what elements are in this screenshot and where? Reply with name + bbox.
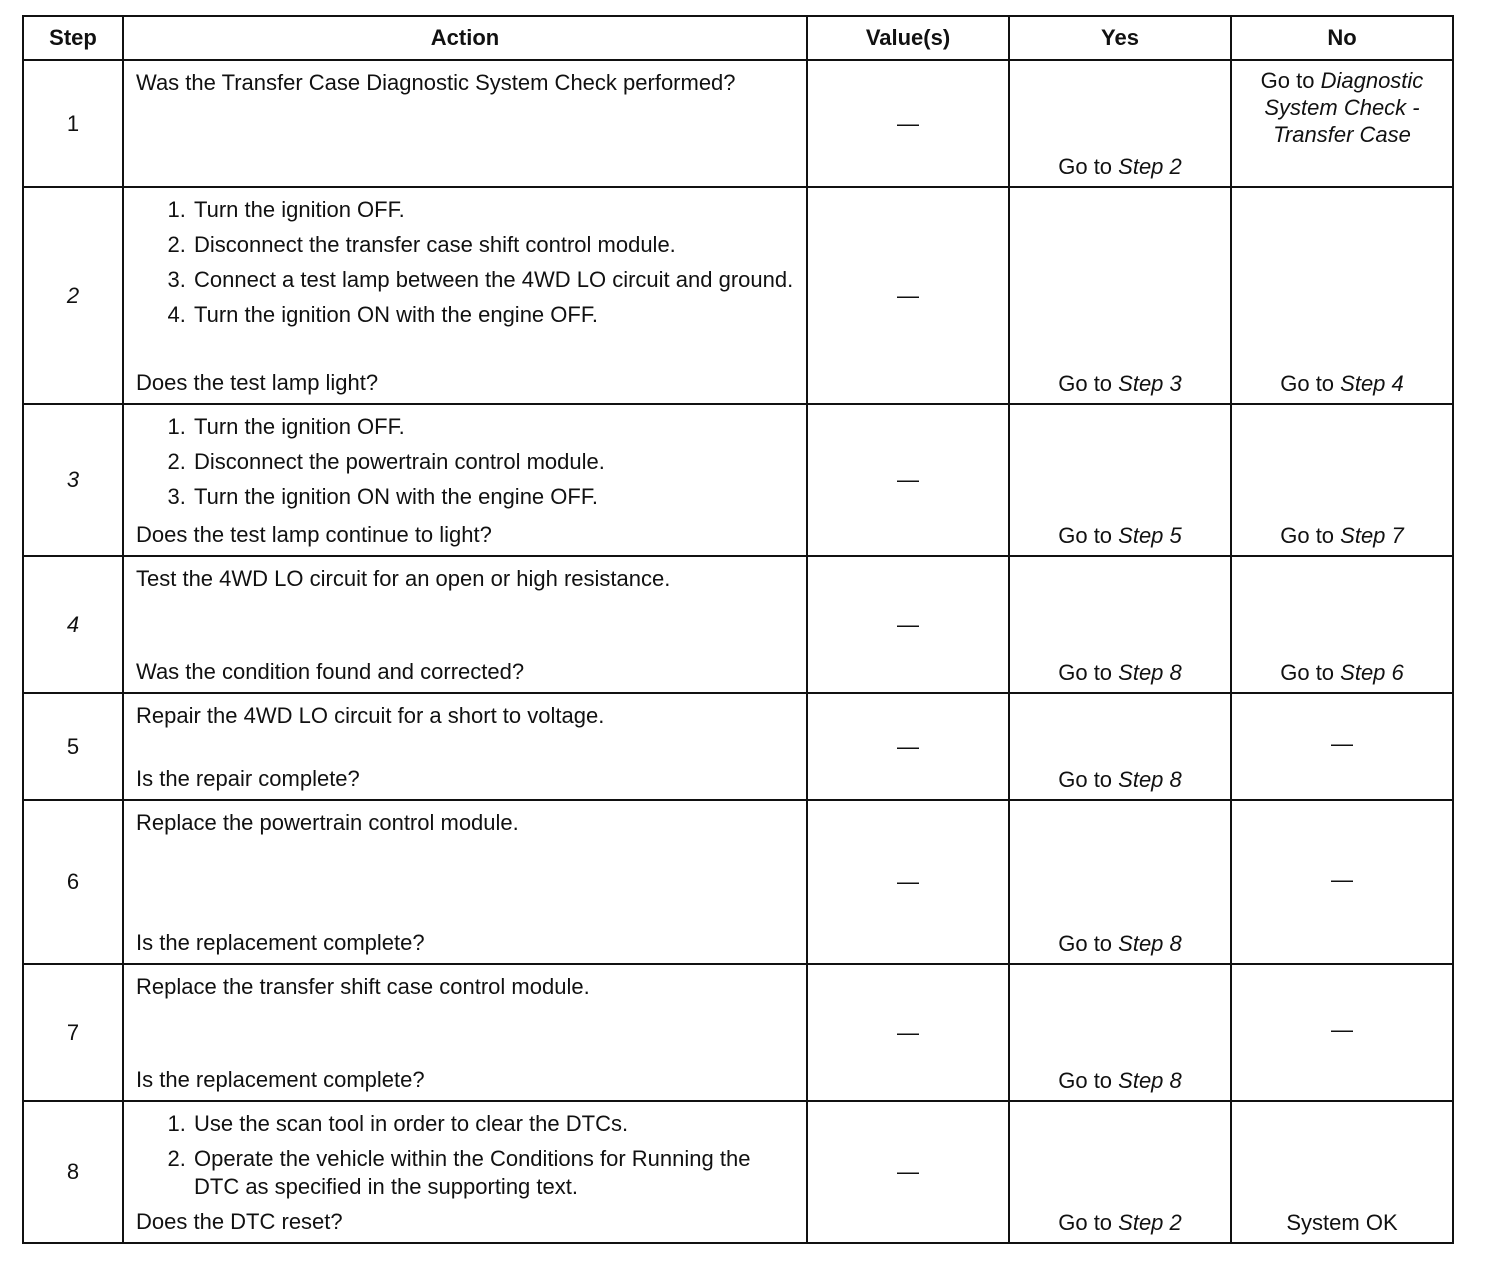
action-steps [136,413,796,511]
goto-prefix: Go to [1260,68,1321,93]
goto-prefix: Go to [1058,660,1119,685]
goto-target: Step 8 [1118,1068,1182,1093]
action-steps [136,196,796,329]
action-text: Test the 4WD LO circuit for an open or high resistance. [136,566,671,591]
header-values: Value(s) [807,16,1009,60]
value-cell: — [807,800,1009,964]
action-cell [123,556,807,693]
goto-link[interactable] [1058,1209,1182,1236]
table-row [23,1101,1453,1243]
goto-prefix: Go to [1058,371,1119,396]
action-question: Does the DTC reset? [136,1209,343,1234]
action-step: 1. Turn the ignition OFF. [192,413,796,441]
yes-cell [1009,60,1231,187]
table-row [23,404,1453,556]
goto-prefix: Go to [1058,154,1119,179]
answer-text: System OK [1286,1210,1398,1235]
goto-target: Step 2 [1118,1210,1182,1235]
action-step: 2. Operate the vehicle within the Conditions for Running the DTC as specified in the supporting text. [192,1145,796,1201]
step-number: 6 [23,800,123,964]
value-cell: — [807,693,1009,800]
goto-link[interactable] [1280,522,1404,549]
action-cell [123,800,807,964]
goto-link[interactable] [1058,766,1182,793]
yes-cell [1009,556,1231,693]
goto-prefix: Go to [1280,371,1341,396]
value-cell: — [807,404,1009,556]
value-cell: — [807,1101,1009,1243]
no-cell [1231,556,1453,693]
goto-prefix: Go to [1058,1068,1119,1093]
goto-target: Step 8 [1118,767,1182,792]
no-cell [1231,964,1453,1101]
header-yes: Yes [1009,16,1231,60]
goto-target: Step 7 [1340,523,1404,548]
action-text: Replace the transfer shift case control module. [136,974,590,999]
diagnostic-table [22,15,1454,1244]
no-cell [1231,404,1453,556]
action-question: Does the test lamp light? [136,370,379,395]
action-cell [123,693,807,800]
goto-target: Step 4 [1340,371,1404,396]
value-cell: — [807,60,1009,187]
no-cell [1231,800,1453,964]
goto-link[interactable] [1280,659,1404,686]
goto-target: Step 6 [1340,660,1404,685]
goto-target: Step 3 [1118,371,1182,396]
action-step: 2. Disconnect the transfer case shift control module. [192,231,796,259]
goto-prefix: Go to [1058,1210,1119,1235]
value-cell: — [807,964,1009,1101]
no-cell [1231,693,1453,800]
goto-prefix: Go to [1280,660,1341,685]
no-cell [1231,60,1453,187]
action-step: 1. Turn the ignition OFF. [192,196,796,224]
step-number: 4 [23,556,123,693]
goto-prefix: Go to [1058,523,1119,548]
table-row [23,800,1453,964]
table-row [23,187,1453,404]
value-cell: — [807,187,1009,404]
action-text: Replace the powertrain control module. [136,810,519,835]
goto-link[interactable] [1058,522,1182,549]
answer-text: — [1331,866,1353,892]
action-step: 3. Connect a test lamp between the 4WD LO circuit and ground. [192,266,796,294]
goto-target: Step 8 [1118,931,1182,956]
action-cell [123,1101,807,1243]
step-number: 1 [23,60,123,187]
yes-cell [1009,693,1231,800]
action-question: Does the test lamp continue to light? [136,522,492,547]
step-number: 7 [23,964,123,1101]
goto-target: Step 8 [1118,660,1182,685]
answer-text: — [1331,731,1353,756]
action-cell [123,404,807,556]
goto-prefix: Go to [1280,523,1341,548]
step-number: 8 [23,1101,123,1243]
yes-cell [1009,964,1231,1101]
yes-cell [1009,800,1231,964]
action-text: Was the Transfer Case Diagnostic System Check performed? [136,70,736,95]
goto-prefix: Go to [1058,931,1119,956]
header-step: Step [23,16,123,60]
goto-prefix: Go to [1058,767,1119,792]
step-number: 5 [23,693,123,800]
action-cell [123,60,807,187]
action-question: Is the replacement complete? [136,930,425,955]
action-cell [123,964,807,1101]
action-steps [136,1110,796,1201]
goto-target: Step 2 [1118,154,1182,179]
action-step: 1. Use the scan tool in order to clear the DTCs. [192,1110,796,1138]
header-row [23,16,1453,60]
action-cell [123,187,807,404]
goto-link[interactable] [1280,370,1404,397]
action-question: Is the repair complete? [136,766,360,791]
goto-link[interactable] [1058,370,1182,397]
table-row [23,60,1453,187]
action-question: Is the replacement complete? [136,1067,425,1092]
goto-link[interactable] [1058,930,1182,957]
no-cell [1231,187,1453,404]
action-question: Was the condition found and corrected? [136,659,525,684]
yes-cell [1009,1101,1231,1243]
answer-text: — [1331,1017,1353,1042]
no-cell [1231,1101,1453,1243]
action-text: Repair the 4WD LO circuit for a short to voltage. [136,703,605,728]
goto-target: Step 5 [1118,523,1182,548]
step-number: 2 [23,187,123,404]
yes-cell [1009,187,1231,404]
goto-link[interactable] [1058,1067,1182,1094]
value-cell: — [807,556,1009,693]
goto-link[interactable] [1232,67,1452,148]
header-action: Action [123,16,807,60]
header-no: No [1231,16,1453,60]
action-step: 2. Disconnect the powertrain control module. [192,448,796,476]
goto-target: Diagnostic System Check - Transfer Case [1264,68,1424,147]
table-row [23,556,1453,693]
action-step: 4. Turn the ignition ON with the engine OFF. [192,301,796,329]
yes-cell [1009,404,1231,556]
table-row [23,964,1453,1101]
step-number: 3 [23,404,123,556]
goto-link[interactable] [1058,153,1182,180]
goto-link[interactable] [1058,659,1182,686]
action-step: 3. Turn the ignition ON with the engine OFF. [192,483,796,511]
table-row [23,693,1453,800]
